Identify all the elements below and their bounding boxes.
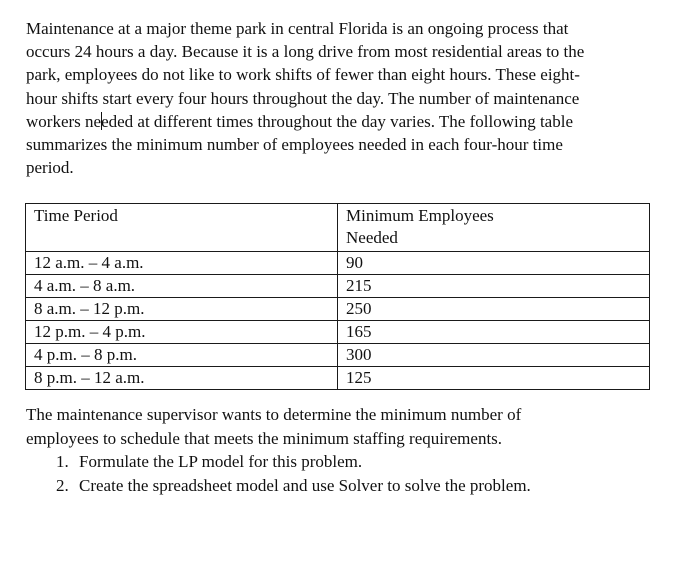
list-number: 1. <box>56 452 69 471</box>
cell-period: 8 a.m. – 12 p.m. <box>26 298 338 321</box>
table-row <box>26 344 650 367</box>
intro-line-part: eded at different times throughout the day varies. The following table <box>101 111 573 131</box>
cell-period: 8 p.m. – 12 a.m. <box>26 367 338 390</box>
table-row <box>26 275 650 298</box>
list-item <box>56 474 531 498</box>
intro-line-part: workers ne <box>26 111 102 131</box>
list-text: Create the spreadsheet model and use Solver to solve the problem. <box>79 476 531 495</box>
intro-paragraph <box>26 17 666 179</box>
cell-employees: 90 <box>338 252 650 275</box>
list-text: Formulate the LP model for this problem. <box>79 452 363 471</box>
intro-line-with-caret <box>26 110 666 133</box>
cell-period: 12 p.m. – 4 p.m. <box>26 321 338 344</box>
table-row <box>26 367 650 390</box>
table-row <box>26 321 650 344</box>
intro-line: park, employees do not like to work shifts of fewer than eight hours. These eight- <box>26 65 580 85</box>
table-row <box>26 252 650 275</box>
intro-line: occurs 24 hours a day. Because it is a long drive from most residential areas to the <box>26 42 585 62</box>
cell-employees: 125 <box>338 367 650 390</box>
cell-employees: 250 <box>338 298 650 321</box>
header-line: Minimum Employees <box>346 206 494 225</box>
header-line: Needed <box>346 227 398 247</box>
cell-period: 4 p.m. – 8 p.m. <box>26 344 338 367</box>
header-minimum-employees <box>338 204 650 252</box>
table-header-row <box>26 204 650 252</box>
list-number: 2. <box>56 476 69 495</box>
cell-employees: 215 <box>338 275 650 298</box>
staffing-table <box>25 203 650 390</box>
list-item <box>56 450 531 474</box>
header-time-period: Time Period <box>26 204 338 252</box>
cell-period: 12 a.m. – 4 a.m. <box>26 252 338 275</box>
intro-line: period. <box>26 158 74 178</box>
outro-line: The maintenance supervisor wants to determine the minimum number of <box>26 405 522 424</box>
cell-period: 4 a.m. – 8 a.m. <box>26 275 338 298</box>
outro-line: employees to schedule that meets the minimum staffing requirements. <box>26 429 503 448</box>
intro-line: summarizes the minimum number of employees needed in each four-hour time <box>26 135 563 155</box>
cell-employees: 165 <box>338 321 650 344</box>
intro-line: Maintenance at a major theme park in central Florida is an ongoing process that <box>26 19 569 38</box>
cell-employees: 300 <box>338 344 650 367</box>
table-row <box>26 298 650 321</box>
outro-paragraph <box>26 403 666 451</box>
intro-line: hour shifts start every four hours throughout the day. The number of maintenance <box>26 88 580 108</box>
task-list <box>56 450 531 498</box>
